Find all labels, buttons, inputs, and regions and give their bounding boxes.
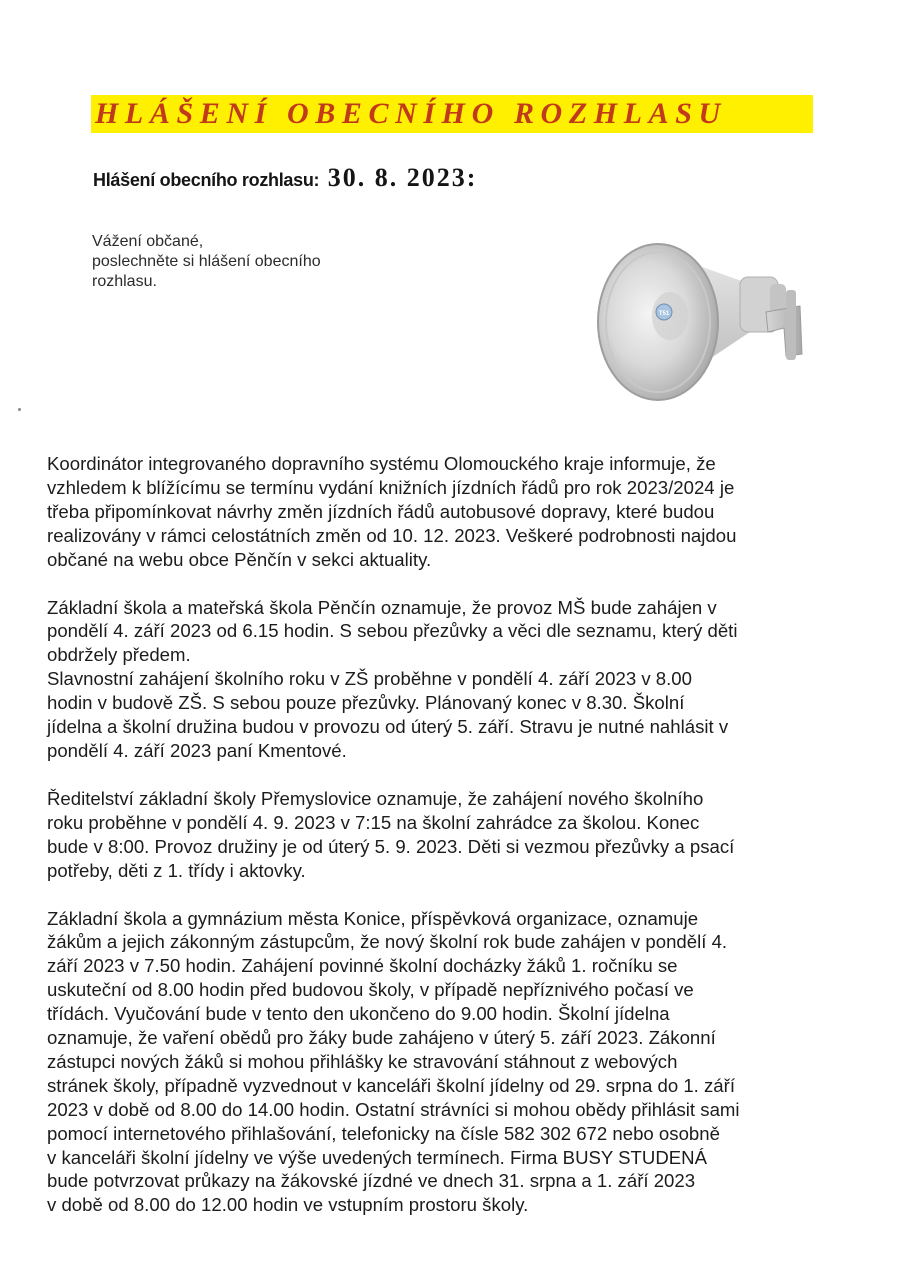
announcement-date: 30. 8. 2023:	[327, 163, 478, 192]
speaker-logo-label: T51	[658, 311, 670, 317]
paragraph-line: roku proběhne v pondělí 4. 9. 2023 v 7:15 na školní zahrádce za školou. Konec	[47, 811, 700, 833]
paragraph-line: Základní škola a mateřská škola Pěnčín oznamuje, že provoz MŠ bude zahájen v	[47, 596, 717, 618]
paragraph-line: žákům a jejich zákonným zástupcům, že nový školní rok bude zahájen v pondělí 4.	[47, 931, 728, 953]
announcements	[47, 452, 862, 1217]
paragraph-line: zástupci nových žáků si mohou přihlášky ke stravování stáhnout z webových	[47, 1050, 678, 1072]
paragraph-line: v kanceláři školní jídelny ve výše uvedených termínech. Firma BUSY STUDENÁ	[47, 1146, 707, 1168]
paragraph-line: hodin v budově ZŠ. S sebou pouze přezůvky. Plánovaný konec v 8.30. Školní	[47, 692, 685, 714]
announcement-paragraph	[47, 787, 862, 883]
greeting-line: rozhlasu.	[92, 273, 157, 290]
paragraph-line: Ředitelství základní školy Přemyslovice oznamuje, že zahájení nového školního	[47, 787, 704, 809]
greeting-line: poslechněte si hlášení obecního	[92, 253, 321, 270]
paragraph-line: třídách. Vyučování bude v tento den ukončeno do 9.00 hodin. Školní jídelna	[47, 1003, 670, 1025]
paragraph-line: bude potvrzovat průkazy na žákovské jízdné ve dnech 31. srpna a 1. září 2023	[47, 1170, 696, 1192]
scan-speck	[18, 408, 21, 411]
greeting-line: Vážení občané,	[92, 233, 204, 250]
paragraph-line: vzhledem k blížícímu se termínu vydání knižních jízdních řádů pro rok 2023/2024 je	[47, 476, 735, 498]
paragraph-line: pondělí 4. září 2023 paní Kmentové.	[47, 739, 347, 761]
loudspeaker-icon	[590, 232, 810, 402]
announcement-paragraph	[47, 596, 862, 763]
page-title: HLÁŠENÍ OBECNÍHO ROZHLASU	[91, 95, 813, 133]
paragraph-line: Slavnostní zahájení školního roku v ZŠ proběhne v pondělí 4. září 2023 v 8.00	[47, 668, 692, 690]
paragraph-line: třeba připomínkovat návrhy změn jízdních řádů autobusové dopravy, které budou	[47, 500, 715, 522]
paragraph-line: realizovány v rámci celostátních změn od 10. 12. 2023. Veškeré podrobnosti najdou	[47, 524, 737, 546]
announcement-heading	[93, 163, 477, 193]
paragraph-line: obdržely předem.	[47, 644, 191, 666]
paragraph-line: uskuteční od 8.00 hodin před budovou školy, v případě nepříznivého počasí ve	[47, 979, 694, 1001]
greeting	[92, 232, 392, 292]
paragraph-line: stránek školy, případně vyzvednout v kanceláři školní jídelny od 29. srpna do 1. září	[47, 1074, 735, 1096]
paragraph-line: bude v 8:00. Provoz družiny je od úterý 5. 9. 2023. Děti si vezmou přezůvky a psací	[47, 835, 735, 857]
paragraph-line: pondělí 4. září 2023 od 6.15 hodin. S sebou přezůvky a věci dle seznamu, který děti	[47, 620, 738, 642]
paragraph-line: 2023 v době od 8.00 do 14.00 hodin. Ostatní strávníci si mohou obědy přihlásit sami	[47, 1098, 740, 1120]
paragraph-line: v době od 8.00 do 12.00 hodin ve vstupním prostoru školy.	[47, 1194, 529, 1216]
paragraph-line: září 2023 v 7.50 hodin. Zahájení povinné školní docházky žáků 1. ročníku se	[47, 955, 678, 977]
paragraph-line: Koordinátor integrovaného dopravního systému Olomouckého kraje informuje, že	[47, 453, 716, 474]
paragraph-line: pomocí internetového přihlašování, telefonicky na čísle 582 302 672 nebo osobně	[47, 1122, 720, 1144]
announcement-heading-label: Hlášení obecního rozhlasu:	[93, 170, 320, 190]
announcement-paragraph	[47, 452, 862, 572]
paragraph-line: občané na webu obce Pěnčín v sekci aktuality.	[47, 548, 432, 570]
paragraph-line: Základní škola a gymnázium města Konice, příspěvková organizace, oznamuje	[47, 907, 699, 929]
paragraph-line: jídelna a školní družina budou v provozu od úterý 5. září. Stravu je nutné nahlásit v	[47, 716, 729, 738]
paragraph-line: potřeby, děti z 1. třídy i aktovky.	[47, 859, 306, 881]
announcement-paragraph	[47, 907, 862, 1218]
paragraph-line: oznamuje, že vaření obědů pro žáky bude zahájeno v úterý 5. září 2023. Zákonní	[47, 1027, 716, 1049]
